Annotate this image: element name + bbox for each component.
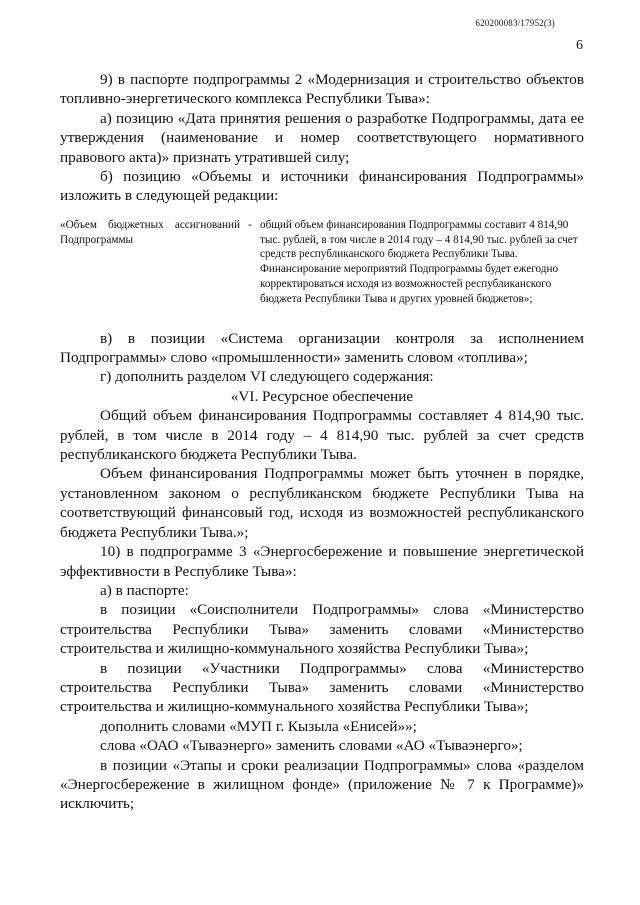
- paragraphs-before-table: [60, 70, 584, 206]
- paragraph: г) дополнить разделом VI следующего содержания:: [100, 368, 434, 386]
- table-right-paragraph: Финансирование мероприятий Подпрограммы будет ежегодно корректироваться исходя из возможностей республиканского бюджета Республики Тыва и других уровней бюджетов»;: [260, 263, 559, 305]
- paragraph: Объем финансирования Подпрограммы может быть уточнен в порядке, установленном законом о республиканском бюджете Республики Тыва на соответствующий финансовый год, исходя из возможностей республиканского бюджета Республики Тыва.»;: [60, 465, 584, 541]
- paragraph: 10) в подпрограмме 3 «Энергосбережение и повышение энергетической эффективности в Республике Тыва»:: [60, 543, 584, 580]
- paragraph: 9) в паспорте подпрограммы 2 «Модернизация и строительство объектов топливно-энергетического комплекса Республики Тыва»:: [60, 71, 584, 108]
- paragraph: б) позицию «Объемы и источники финансирования Подпрограммы» изложить в следующей редакции:: [60, 168, 584, 205]
- paragraph: дополнить словами «МУП г. Кызыла «Енисей»»;: [100, 717, 417, 735]
- paragraph: Общий объем финансирования Подпрограммы составляет 4 814,90 тыс. рублей, в том числе в 2014 году – 4 814,90 тыс. рублей за счет средств республиканского бюджета Республики Тыва.: [60, 407, 584, 464]
- paragraph: в позиции «Соисполнители Подпрограммы» слова «Министерство строительства Республики Тыва» заменить словами «Министерство строительства и жилищно-коммунального хозяйства Республики Тыва»;: [60, 601, 584, 658]
- table-dash: -: [248, 218, 252, 231]
- paragraph: в) в позиции «Система организации контроля за исполнением Подпрограммы» слово «промышленности» заменить словом «топлива»;: [60, 329, 584, 367]
- paragraph: а) позицию «Дата принятия решения о разработке Подпрограммы, дата ее утверждения (наименование и номер соответствующего нормативного правового акта)» признать утратившей силу;: [60, 109, 584, 166]
- paragraph: в позиции «Этапы и сроки реализации Подпрограммы» слова «разделом «Энергосбережение в жилищном фонде» (приложение № 7 к Программе)» исключить;: [60, 756, 584, 813]
- paragraph: «VI. Ресурсное обеспечение: [230, 387, 414, 405]
- table-left-cell: «Объем бюджетных ассигнований Подпрограммы: [60, 218, 240, 246]
- table-right-paragraph: общий объем финансирования Подпрограммы составит 4 814,90 тыс. рублей, в том числе в 2014 году – 4 814,90 тыс. рублей за счет средств республиканского бюджета Республики Тыва.: [260, 218, 578, 261]
- document-body: [60, 70, 584, 814]
- document-code: 620200083/17952(3): [475, 18, 555, 28]
- financing-table: [60, 218, 584, 307]
- table-right-cell: [260, 218, 584, 307]
- page-number: 6: [576, 38, 583, 53]
- paragraph: в позиции «Участники Подпрограммы» слова «Министерство строительства Республики Тыва» заменить словами «Министерство строительства и жилищно-коммунального хозяйства Республики Тыва»;: [60, 659, 584, 716]
- paragraph: слова «ОАО «Тываэнерго» заменить словами «АО «Тываэнерго»;: [100, 737, 523, 755]
- paragraphs-after-table: [60, 329, 584, 814]
- paragraph: а) в паспорте:: [100, 581, 189, 599]
